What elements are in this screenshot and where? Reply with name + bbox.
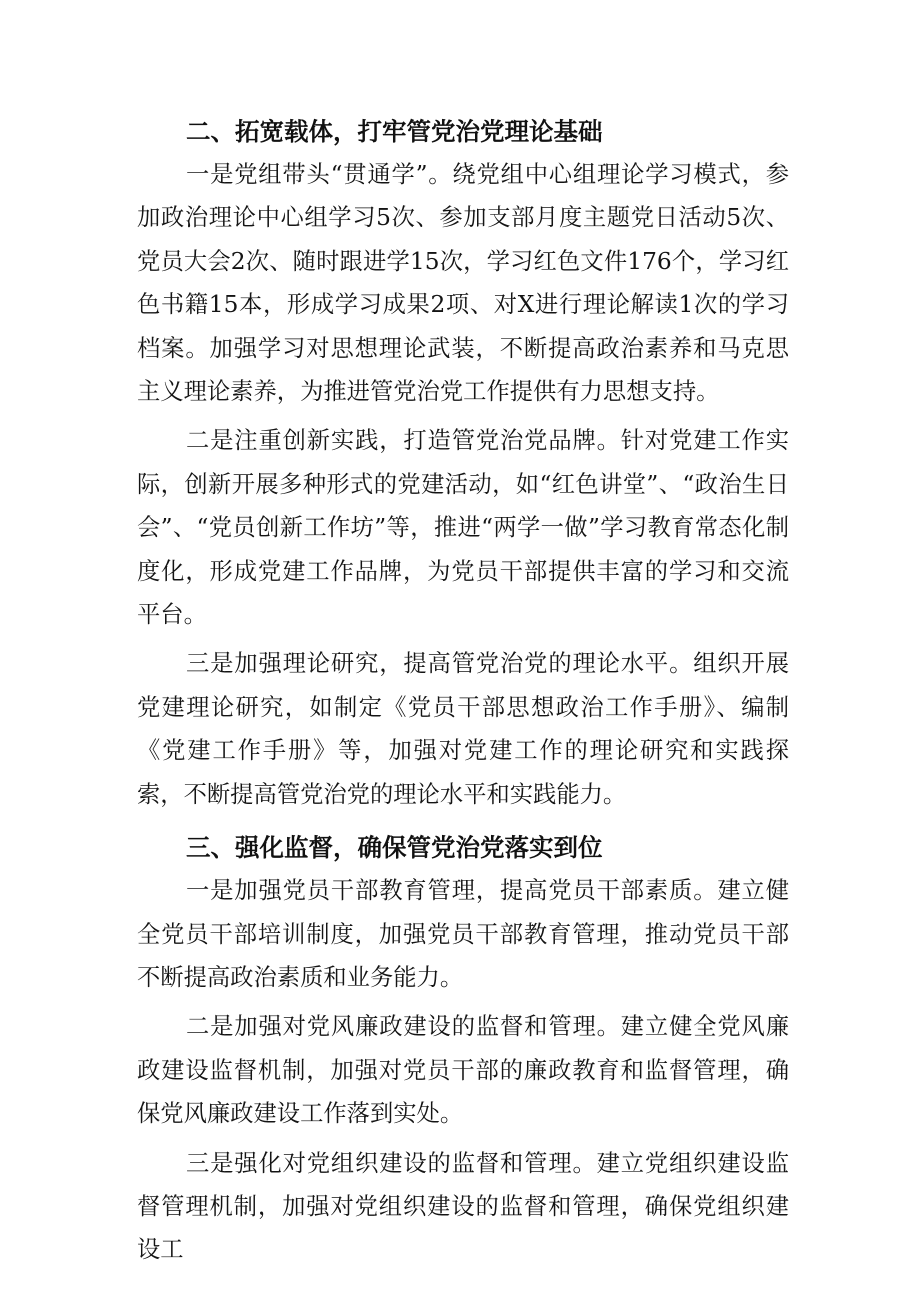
document-body xyxy=(137,110,789,1272)
section-heading-3: 三、强化监督，确保管党治党落实到位 xyxy=(186,833,603,863)
paragraph-section3-2: 二是加强对党风廉政建设的监督和管理。建立健全党风廉政建设监督机制，加强对党员干部的廉政教育和监督管理，确保党风廉政建设工作落到实处。 xyxy=(137,1013,789,1128)
paragraph-section2-1: 一是党组带头“贯通学”。绕党组中心组理论学习模式，参加政治理论中心组学习5次、参加支部月度主题党日活动5次、党员大会2次、随时跟进学15次，学习红色文件176个，学习红色书籍15本，形成学习成果2项、对X进行理论解读1次的学习档案。加强学习对思想理论武装，不断提高政治素养和马克思主义理论素养，为推进管党治党工作提供有力思想支持。 xyxy=(137,161,789,406)
section-heading-2: 二、拓宽载体，打牢管党治党理论基础 xyxy=(186,117,603,146)
paragraph-section3-3: 三是强化对党组织建设的监督和管理。建立党组织建设监督管理机制，加强对党组织建设的监督和管理，确保党组织建设工 xyxy=(137,1149,789,1264)
paragraph-section3-1: 一是加强党员干部教育管理，提高党员干部素质。建立健全党员干部培训制度，加强党员干部教育管理，推动党员干部不断提高政治素质和业务能力。 xyxy=(137,877,789,991)
paragraph-section2-2: 二是注重创新实践，打造管党治党品牌。针对党建工作实际，创新开展多种形式的党建活动，如“红色讲堂”、“政治生日会”、“党员创新工作坊”等，推进“两学一做”学习教育常态化制度化，形成党建工作品牌，为党员干部提供丰富的学习和交流平台。 xyxy=(137,427,789,629)
paragraph-section2-3: 三是加强理论研究，提高管党治党的理论水平。组织开展党建理论研究，如制定《党员干部思想政治工作手册》、编制《党建工作手册》等，加强对党建工作的理论研究和实践探索，不断提高管党治党的理论水平和实践能力。 xyxy=(137,650,789,808)
